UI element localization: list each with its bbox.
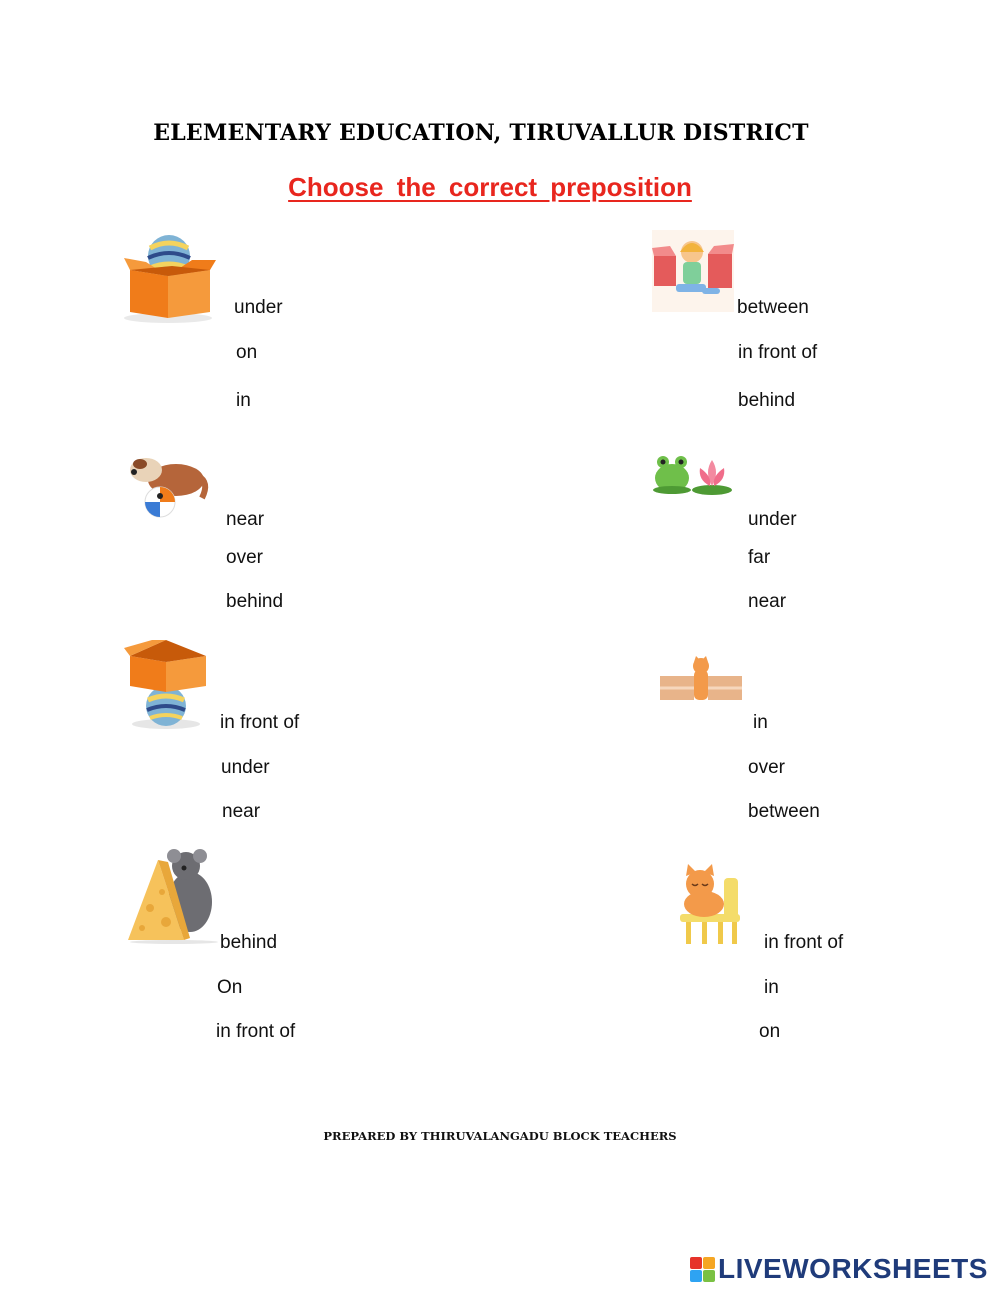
option[interactable]: under [221, 757, 270, 778]
logo-mark-icon [690, 1257, 715, 1282]
dog-on-ball-icon [124, 452, 210, 520]
option[interactable]: in [764, 977, 779, 998]
option[interactable]: between [737, 297, 809, 318]
cat-between-boxes-icon [660, 656, 742, 702]
option[interactable]: near [226, 509, 265, 530]
option[interactable]: over [226, 547, 263, 568]
cat-on-chair-icon [674, 864, 748, 946]
option[interactable]: in front of [738, 342, 818, 363]
option[interactable]: under [748, 509, 797, 530]
option[interactable]: behind [226, 591, 284, 612]
option[interactable]: behind [738, 390, 796, 411]
liveworksheets-logo[interactable] [690, 1252, 988, 1286]
option[interactable]: over [748, 757, 785, 778]
option[interactable]: in [753, 712, 768, 733]
footer-credit: PREPARED BY THIRUVALANGADU BLOCK TEACHERS [323, 1129, 677, 1143]
mouse-behind-cheese-icon [124, 848, 220, 944]
ball-under-box-icon [122, 638, 212, 730]
option[interactable]: in front of [220, 712, 300, 733]
option[interactable]: under [234, 297, 283, 318]
option[interactable]: in front of [216, 1021, 296, 1042]
option[interactable]: near [222, 801, 261, 822]
option[interactable]: in front of [764, 932, 844, 953]
option[interactable]: in [236, 390, 251, 411]
instruction-heading: Choose the correct preposition [288, 172, 692, 202]
option[interactable]: between [748, 801, 820, 822]
ball-in-box-icon [122, 234, 218, 324]
option[interactable]: on [236, 342, 258, 363]
option[interactable]: on [759, 1021, 781, 1042]
page-title: ELEMENTARY EDUCATION, TIRUVALLUR DISTRICT [153, 120, 809, 146]
option[interactable]: near [748, 591, 787, 612]
brand-name: LIVEWORKSHEETS [718, 1253, 988, 1284]
girl-between-boxes-icon [652, 230, 734, 312]
option[interactable]: far [748, 547, 771, 568]
option[interactable]: On [217, 977, 243, 998]
option[interactable]: behind [220, 932, 278, 953]
frog-near-lotus-icon [652, 450, 732, 496]
